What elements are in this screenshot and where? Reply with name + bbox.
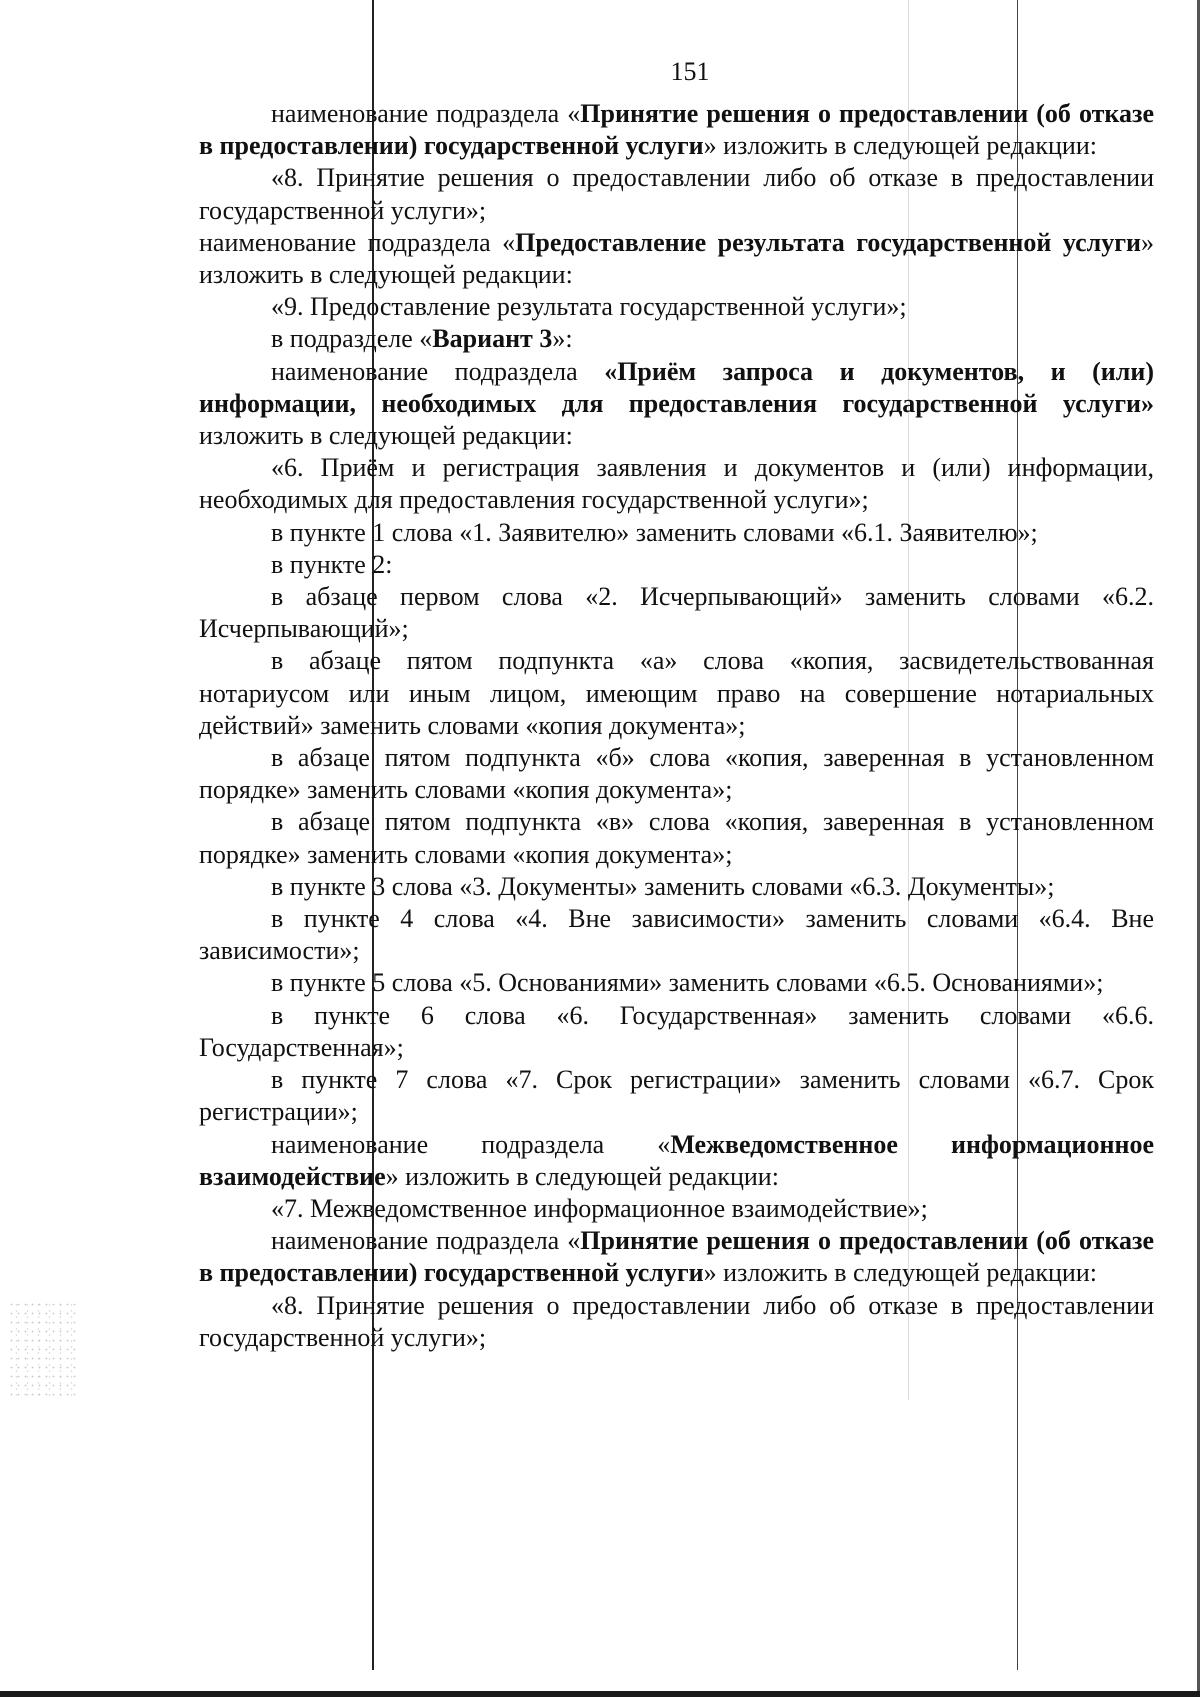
paragraph bbox=[199, 1129, 1154, 1193]
text-run: в абзаце первом слова «2. Исчерпывающий» заменить словами «6.2. Исчерпывающий»; bbox=[199, 582, 1154, 644]
text-run: в пункте 5 слова «5. Основаниями» заменить словами «6.5. Основаниями»; bbox=[271, 968, 1104, 998]
bold-text: Вариант 3 bbox=[432, 324, 553, 354]
bold-text: «Приём запроса и документов, и (или) информации, необходимых для предоставления государственной услуги» bbox=[199, 356, 1154, 418]
paragraph bbox=[199, 1064, 1154, 1128]
text-run: наименование подраздела « bbox=[271, 99, 581, 128]
document-body bbox=[199, 98, 1154, 1354]
text-run: наименование подраздела bbox=[271, 356, 605, 386]
paragraph bbox=[199, 903, 1154, 967]
paragraph bbox=[199, 549, 1154, 581]
text-run: наименование подраздела « bbox=[271, 1226, 581, 1256]
paragraph bbox=[199, 1290, 1154, 1354]
page-edge bbox=[0, 1691, 1200, 1697]
text-run: изложить в следующей редакции: bbox=[199, 421, 573, 451]
paragraph bbox=[199, 356, 1154, 453]
paragraph bbox=[199, 742, 1154, 806]
text-run: «7. Межведомственное информационное взаимодействие»; bbox=[271, 1193, 928, 1223]
text-run: в абзаце пятом подпункта «в» слова «копия, заверенная в установленном порядке» заменить словами «копия документа»; bbox=[199, 807, 1154, 869]
paragraph bbox=[199, 645, 1154, 742]
paragraph bbox=[199, 1225, 1154, 1289]
paragraph bbox=[199, 967, 1154, 999]
text-run: » изложить в следующей редакции: bbox=[703, 1258, 1097, 1288]
text-run: в пункте 4 слова «4. Вне зависимости» заменить словами «6.4. Вне зависимости»; bbox=[199, 904, 1154, 966]
text-run: «6. Приём и регистрация заявления и документов и (или) информации, необходимых для предоставления государственной услуги»; bbox=[199, 453, 1154, 515]
text-run: в пункте 2: bbox=[271, 549, 393, 579]
text-run: «8. Принятие решения о предоставлении либо об отказе в предоставлении государственной услуги»; bbox=[199, 163, 1154, 225]
text-run: наименование подраздела « bbox=[271, 1129, 671, 1159]
paragraph bbox=[199, 871, 1154, 903]
text-run: » изложить в следующей редакции: bbox=[199, 227, 1155, 290]
paragraph bbox=[199, 291, 1154, 323]
text-run: в пункте 6 слова «6. Государственная» заменить словами «6.6. Государственная»; bbox=[199, 1000, 1154, 1062]
paragraph bbox=[199, 162, 1154, 226]
text-run: наименование подраздела « bbox=[199, 227, 516, 257]
text-run: в пункте 3 слова «3. Документы» заменить словами «6.3. Документы»; bbox=[271, 871, 1055, 901]
text-run: в пункте 7 слова «7. Срок регистрации» заменить словами «6.7. Срок регистрации»; bbox=[199, 1065, 1154, 1127]
paragraph bbox=[199, 1000, 1154, 1064]
paragraph bbox=[199, 1193, 1154, 1225]
bold-text: Предоставление результата государственной услуги bbox=[515, 227, 1142, 257]
page-number: 151 bbox=[670, 57, 710, 86]
text-run: в пункте 1 слова «1. Заявителю» заменить словами «6.1. Заявителю»; bbox=[271, 517, 1038, 547]
scan-speckle bbox=[8, 1300, 78, 1400]
text-run: в подразделе « bbox=[271, 324, 433, 354]
bold-text: Межведомственное информационное взаимодействие bbox=[199, 1129, 1154, 1191]
paragraph bbox=[199, 806, 1154, 870]
text-run: » изложить в следующей редакции: bbox=[703, 131, 1097, 161]
paragraph bbox=[199, 581, 1154, 645]
paragraph bbox=[199, 452, 1154, 516]
paragraph bbox=[199, 517, 1154, 549]
text-run: в абзаце пятом подпункта «а» слова «копия, засвидетельствованная нотариусом или иным лицом, имеющим право на совершение нотариальных действий» заменить словами «копия документа»; bbox=[199, 646, 1154, 740]
text-run: » изложить в следующей редакции: bbox=[385, 1161, 779, 1191]
paragraph bbox=[199, 98, 1154, 162]
text-run: »: bbox=[552, 324, 573, 354]
text-run: «9. Предоставление результата государственной услуги»; bbox=[271, 292, 907, 322]
text-run: в абзаце пятом подпункта «б» слова «копия, заверенная в установленном порядке» заменить словами «копия документа»; bbox=[199, 743, 1154, 805]
paragraph bbox=[199, 227, 1154, 291]
paragraph bbox=[199, 323, 1154, 355]
bold-text: Принятие решения о предоставлении (об отказе в предоставлении) государственной услуги bbox=[199, 1226, 1154, 1288]
bold-text: Принятие решения о предоставлении (об отказе в предоставлении) государственной услуги bbox=[199, 99, 1154, 161]
text-run: «8. Принятие решения о предоставлении либо об отказе в предоставлении государственной услуги»; bbox=[199, 1290, 1154, 1352]
